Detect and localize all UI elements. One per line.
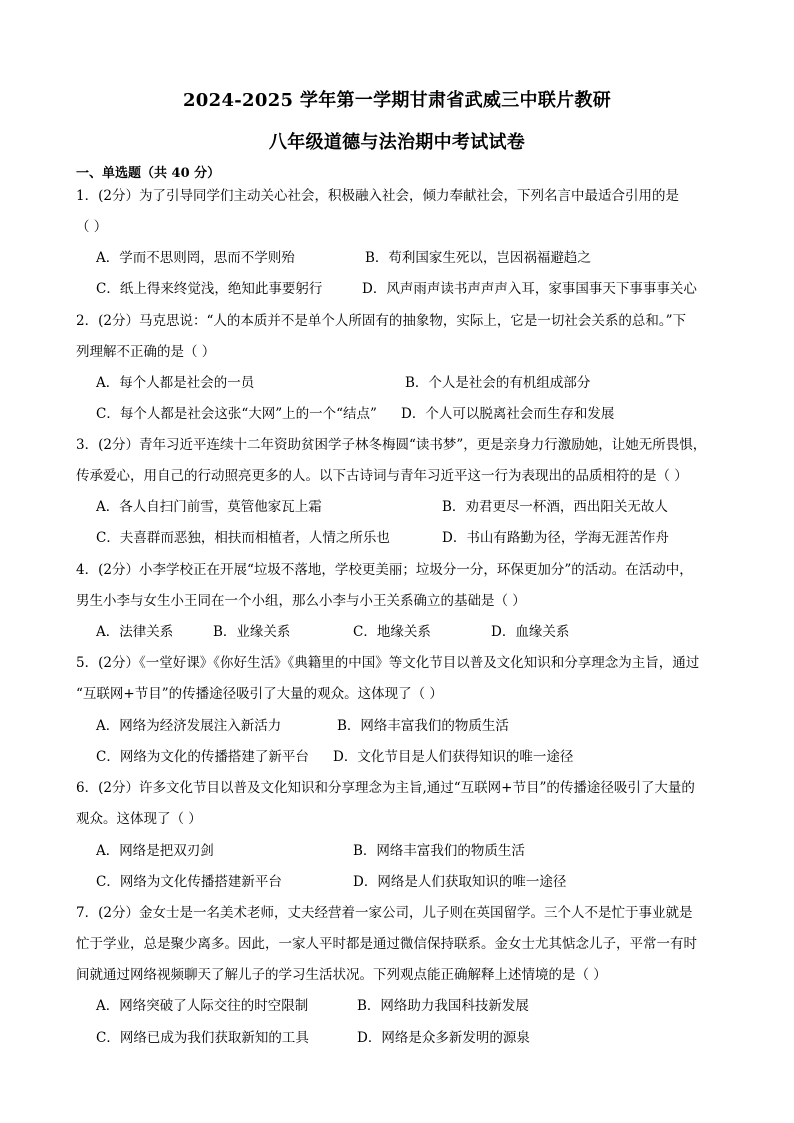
question-3-stem-line-2: 传承爱心，用自己的行动照亮更多的人。以下古诗词与青年习近平这一行为表现出的品质相符的是（ ） bbox=[76, 468, 688, 484]
question-4-option-b: B．业缘关系 bbox=[213, 624, 291, 640]
question-7-option-a: A．网络突破了人际交往的时空限制 bbox=[96, 998, 309, 1014]
question-6-option-d: D．网络是人们获取知识的唯一途径 bbox=[353, 874, 567, 890]
question-6-option-b: B．网络丰富我们的物质生活 bbox=[353, 843, 525, 859]
question-7-option-b: B．网络助力我国科技新发展 bbox=[357, 998, 529, 1014]
question-4-option-a: A．法律关系 bbox=[96, 624, 174, 640]
question-2-option-b: B．个人是社会的有机组成部分 bbox=[405, 375, 591, 391]
question-1-option-a: A．学而不思则罔，思而不学则殆 bbox=[96, 250, 295, 266]
question-7-stem-line-1: 7．(2分）金女士是一名美术老师，丈夫经营着一家公司，儿子则在英国留学。三个人不是忙于事业就是 bbox=[76, 905, 693, 921]
question-2-option-a: A．每个人都是社会的一员 bbox=[96, 375, 255, 391]
question-3-option-a: A．各人自扫门前雪，莫管他家瓦上霜 bbox=[96, 499, 322, 515]
question-4-stem-line-2: 男生小李与女生小王同在一个小组，那么小李与小王关系确立的基础是（ ） bbox=[76, 593, 526, 609]
question-4-option-c: C．地缘关系 bbox=[353, 624, 431, 640]
question-3-option-b: B．劝君更尽一杯酒，西出阳关无故人 bbox=[442, 499, 668, 515]
question-5-option-a: A．网络为经济发展注入新活力 bbox=[96, 718, 282, 734]
exam-title-line2: 八年级道德与法治期中考试试卷 bbox=[268, 132, 526, 153]
question-3-option-d: D．书山有路勤为径，学海无涯苦作舟 bbox=[442, 530, 669, 546]
question-6-stem-line-2: 观众。这体现了（ ） bbox=[76, 811, 202, 827]
question-7-stem-line-3: 间就通过网络视频聊天了解儿子的学习生活状况。下列观点能正确解释上述情境的是（ ） bbox=[76, 967, 607, 983]
question-1-option-b: B．苟利国家生死以，岂因祸福避趋之 bbox=[365, 250, 591, 266]
question-2-stem-line-2: 列理解不正确的是（ ） bbox=[76, 344, 216, 360]
question-2-option-c: C．每个人都是社会这张“大网”上的一个“结点” bbox=[96, 406, 377, 422]
question-5-option-b: B．网络丰富我们的物质生活 bbox=[337, 718, 509, 734]
question-2-option-d: D．个人可以脱离社会而生存和发展 bbox=[401, 406, 615, 422]
question-4-option-d: D．血缘关系 bbox=[491, 624, 570, 640]
question-1-option-c: C．纸上得来终觉浅，绝知此事要躬行 bbox=[96, 281, 323, 297]
question-1-option-d: D．风声雨声读书声声声入耳，家事国事天下事事事关心 bbox=[362, 281, 697, 297]
question-7-option-c: C．网络已成为我们获取新知的工具 bbox=[96, 1030, 309, 1046]
question-3-option-c: C．夫喜群而恶独，相扶而相植者，人情之所乐也 bbox=[96, 530, 390, 546]
question-6-option-c: C．网络为文化传播搭建新平台 bbox=[96, 874, 282, 890]
question-6-stem-line-1: 6．(2分）许多文化节目以普及文化知识和分享理念为主旨,通过“互联网+节目”的传播途径吸引了大量的 bbox=[76, 780, 695, 796]
question-6-option-a: A．网络是把双刃剑 bbox=[96, 843, 214, 859]
question-1-stem-line-2: （ ） bbox=[76, 219, 108, 235]
question-5-stem-line-1: 5．(2分）《一堂好课》《你好生活》《典籍里的中国》等文化节目以普及文化知识和分享理念为主旨，通过 bbox=[76, 655, 700, 671]
question-3-stem-line-1: 3．(2分）青年习近平连续十二年资助贫困学子林冬梅圆“读书梦”，更是亲身力行激励她，让她无所畏惧， bbox=[76, 437, 707, 453]
question-5-stem-line-2: “互联网+节目”的传播途径吸引了大量的观众。这体现了（ ） bbox=[76, 686, 443, 702]
exam-title-line1: 2024-2025 学年第一学期甘肃省武威三中联片教研 bbox=[182, 90, 612, 111]
question-7-stem-line-2: 忙于学业，总是聚少离多。因此，一家人平时都是通过微信保持联系。金女士尤其惦念儿子，平常一有时 bbox=[76, 936, 697, 952]
question-1-stem-line-1: 1．(2分）为了引导同学们主动关心社会，积极融入社会，倾力奉献社会，下列名言中最适合引用的是 bbox=[76, 188, 679, 204]
question-5-option-d: D．文化节目是人们获得知识的唯一途径 bbox=[333, 749, 574, 765]
question-2-stem-line-1: 2．(2分）马克思说：“人的本质并不是单个人所固有的抽象物，实际上，它是一切社会关系的总和。”下 bbox=[76, 313, 686, 329]
section-heading: 一、单选题（共 40 分） bbox=[76, 166, 221, 181]
question-4-stem-line-1: 4．(2分）小李学校正在开展“垃圾不落地，学校更美丽；垃圾分一分，环保更加分”的活动。在活动中， bbox=[76, 562, 693, 578]
question-5-option-c: C．网络为文化的传播搭建了新平台 bbox=[96, 749, 309, 765]
question-7-option-d: D．网络是众多新发明的源泉 bbox=[357, 1030, 530, 1046]
